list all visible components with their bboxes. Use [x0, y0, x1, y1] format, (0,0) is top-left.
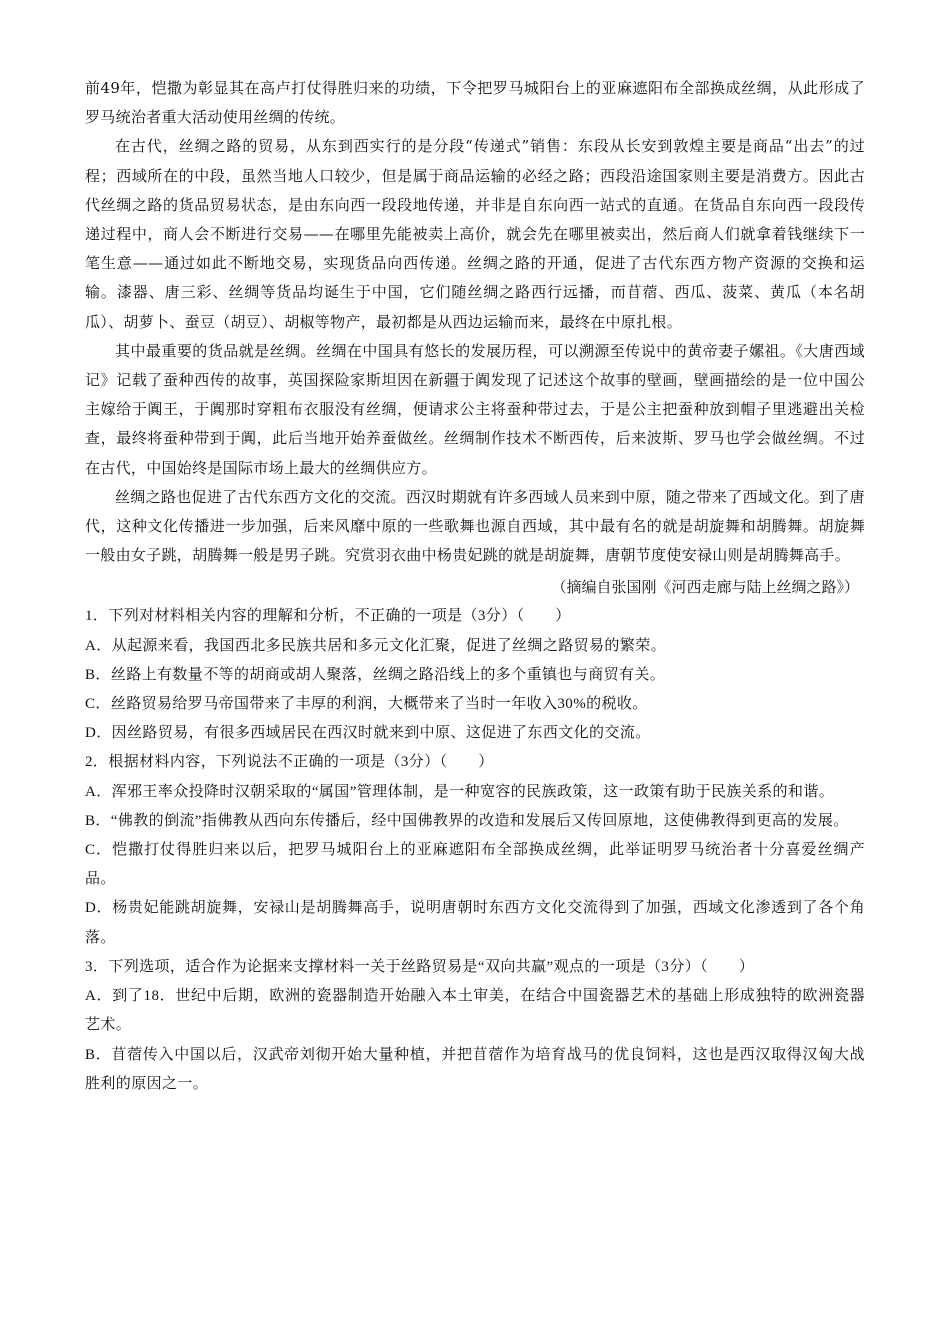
question-option: D．杨贵妃能跳胡旋舞，安禄山是胡腾舞高手，说明唐朝时东西方文化交流得到了加强，西域文化渗透到了各个角落。 — [85, 900, 865, 946]
question-3 — [85, 953, 865, 1099]
question-stem: 3．下列选项，适合作为论据来支撑材料一关于丝路贸易是“双向共赢”观点的一项是（3分）（ ） — [85, 958, 755, 975]
question-stem: 1．下列对材料相关内容的理解和分析，不正确的一项是（3分）（ ） — [85, 608, 571, 625]
exam-page — [85, 74, 865, 1099]
passage-paragraph: 前49年，恺撒为彰显其在高卢打仗得胜归来的功绩，下令把罗马城阳台上的亚麻遮阳布全部换成丝绸，从此形成了罗马统治者重大活动使用丝绸的传统。 — [85, 79, 865, 127]
question-option: A．浑邪王率众投降时汉朝采取的“属国”管理体制，是一种宽容的民族政策，这一政策有助于民族关系的和谐。 — [85, 783, 835, 800]
passage-paragraph: 在古代，丝绸之路的贸易，从东到西实行的是分段“传递式”销售：东段从长安到敦煌主要是商品“出去”的过程；西域所在的中段，虽然当地人口较少，但是属于商品运输的必经之路；西段沿途国家则主要是消费方。因此古代丝绸之路的货品贸易状态，是由东向西一段段地传递，并非是自东向西一站式的直通。在货品自东向西一段段传递过程中，商人会不断进行交易——在哪里先能被卖上高价，就会先在哪里被卖出，然后商人们就拿着钱继续下一笔生意——通过如此不断地交易，实现货品向西传递。丝绸之路的开通，促进了古代东西方物产资源的交换和运输。漆器、唐三彩、丝绸等货品均诞生于中国，它们随丝绸之路西行远播，而苜蓿、西瓜、菠菜、黄瓜（本名胡瓜）、胡萝卜、蚕豆（胡豆）、胡椒等物产，最初都是从西边运输而来，最终在中原扎根。 — [85, 137, 865, 331]
question-option: B．丝路上有数量不等的胡商或胡人聚落，丝绸之路沿线上的多个重镇也与商贸有关。 — [85, 666, 666, 683]
question-option: B．“佛教的倒流”指佛教从西向东传播后，经中国佛教界的改造和发展后又传回原地，这使佛教得到更高的发展。 — [85, 812, 849, 829]
question-option: C．丝路贸易给罗马帝国带来了丰厚的利润，大概带来了当时一年收入30%的税收。 — [85, 696, 648, 713]
question-option: D．因丝路贸易，有很多西域居民在西汉时就来到中原、这促进了东西文化的交流。 — [85, 725, 651, 742]
question-2 — [85, 748, 865, 952]
question-option: B．苜蓿传入中国以后，汉武帝刘彻开始大量种植，并把苜蓿作为培育战马的优良饲料，这也是西汉取得汉匈大战胜利的原因之一。 — [85, 1046, 865, 1092]
passage-source: （摘编自张国刚《河西走廊与陆上丝绸之路》） — [551, 578, 859, 597]
question-option: A．到了18．世纪中后期，欧洲的瓷器制造开始融入本土审美，在结合中国瓷器艺术的基础上形成独特的欧洲瓷器艺术。 — [85, 988, 865, 1034]
question-option: C．恺撒打仗得胜归来以后，把罗马城阳台上的亚麻遮阳布全部换成丝绸，此举证明罗马统治者十分喜爱丝绸产品。 — [85, 842, 865, 888]
question-stem: 2．根据材料内容，下列说法不正确的一项是（3分）（ ） — [85, 754, 494, 771]
passage-paragraph: 其中最重要的货品就是丝绸。丝绸在中国具有悠长的发展历程，可以溯源至传说中的黄帝妻子嫘祖。《大唐西域记》记载了蚕种西传的故事，英国探险家斯坦因在新疆于阗发现了记述这个故事的壁画，壁画描绘的是一位中国公主嫁给于阗王，于阗那时穿粗布衣服没有丝绸，便请求公主将蚕种带过去，于是公主把蚕种放到帽子里逃避出关检查，最终将蚕种带到于阗，此后当地开始养蚕做丝。丝绸制作技术不断西传，后来波斯、罗马也学会做丝绸。不过在古代，中国始终是国际市场上最大的丝绸供应方。 — [85, 341, 865, 477]
reading-passage — [85, 74, 865, 570]
question-list — [85, 602, 865, 1098]
question-1 — [85, 602, 865, 748]
passage-paragraph: 丝绸之路也促进了古代东西方文化的交流。西汉时期就有许多西域人员来到中原，随之带来了西域文化。到了唐代，这种文化传播进一步加强，后来风靡中原的一些歌舞也源自西域，其中最有名的就是胡旋舞和胡腾舞。胡旋舞一般由女子跳，胡腾舞一般是男子跳。究赏羽衣曲中杨贵妃跳的就是胡旋舞，唐朝节度使安禄山则是胡腾舞高手。 — [85, 487, 865, 565]
question-option: A．从起源来看，我国西北多民族共居和多元文化汇聚，促进了丝绸之路贸易的繁荣。 — [85, 637, 667, 654]
